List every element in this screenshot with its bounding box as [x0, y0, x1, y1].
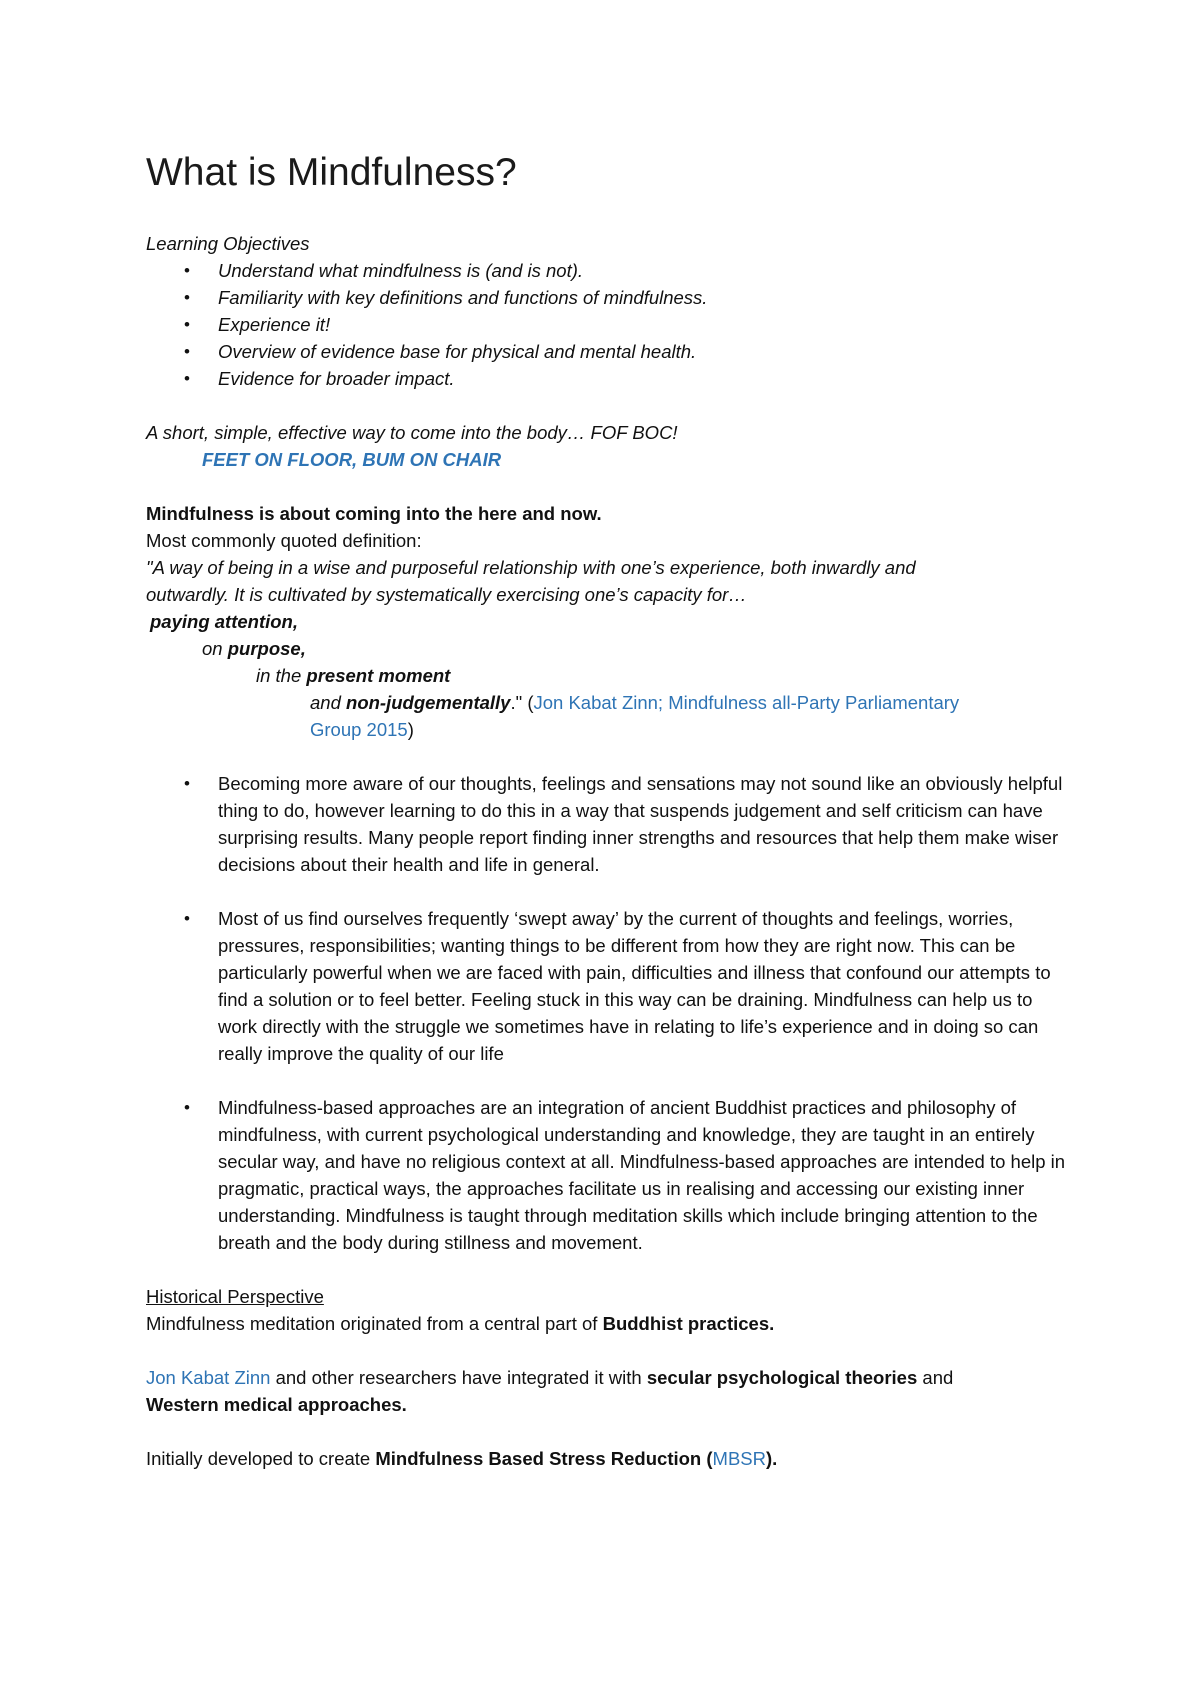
definition-quote-line: "A way of being in a wise and purposeful relationship with one’s experience, both inwardly and: [146, 557, 916, 578]
history-text: Mindfulness meditation originated from a central part of: [146, 1313, 603, 1334]
history-paragraph: [146, 1310, 1066, 1337]
description-text: Most of us find ourselves frequently ‘swept away’ by the current of thoughts and feelings, worries, pressures, responsibilities; wanting things to be different from how they are right now. This can be particularly powerful when we are faced with pain, difficulties and illness that confound our attempts to find a solution or to feel better. Feeling stuck in this way can be draining. Mindfulness can help us to work directly with the struggle we sometimes have in relating to life’s experience and in doing so can really improve the quality of our life: [218, 908, 1051, 1064]
quote-text: ): [407, 719, 414, 740]
history-heading: Historical Perspective: [146, 1286, 324, 1307]
author-link[interactable]: Jon Kabat Zinn: [146, 1367, 271, 1388]
fof-emphasis: FEET ON FLOOR, BUM ON CHAIR: [202, 449, 502, 470]
quote-citation-end: [146, 716, 1066, 743]
quote-text: on: [202, 638, 228, 659]
bullet-icon: •: [184, 315, 190, 334]
quote-text: and: [310, 692, 347, 713]
bullet-icon: •: [184, 369, 190, 388]
objective-text: Overview of evidence base for physical and mental health.: [218, 341, 697, 362]
objective-item: [146, 284, 1066, 311]
definition-label: Most commonly quoted definition:: [146, 530, 422, 551]
quote-paying-attention: paying attention,: [150, 611, 298, 632]
bullet-icon: •: [184, 774, 190, 793]
history-bold-text: secular psychological theories: [646, 1367, 918, 1388]
description-list: [146, 770, 1066, 1256]
objectives-list: [146, 257, 1066, 392]
history-bold-text: ).: [765, 1448, 778, 1469]
history-bold-text: Western medical approaches.: [146, 1394, 407, 1415]
bullet-icon: •: [184, 909, 190, 928]
history-text: and: [917, 1367, 954, 1388]
mbsr-link[interactable]: MBSR: [712, 1448, 766, 1469]
citation-link[interactable]: Group 2015: [310, 719, 408, 740]
objective-text: Evidence for broader impact.: [218, 368, 455, 389]
page-title: What is Mindfulness?: [146, 151, 517, 194]
objective-item: [146, 338, 1066, 365]
history-paragraph: [146, 1445, 1066, 1472]
bullet-icon: •: [184, 342, 190, 361]
history-text: and other researchers have integrated it with: [270, 1367, 647, 1388]
quote-non-judgementally: [146, 689, 1066, 716]
quote-bold-text: present moment: [306, 665, 451, 686]
description-item: [146, 770, 1066, 878]
quote-present-moment: [146, 662, 1066, 689]
quote-on-purpose: [146, 635, 1066, 662]
bullet-icon: •: [184, 1098, 190, 1117]
definition-quote-line: outwardly. It is cultivated by systematically exercising one’s capacity for…: [146, 584, 747, 605]
description-item: [146, 905, 1066, 1067]
quote-bold-text: non-judgementally: [346, 692, 511, 713]
quote-text: in the: [256, 665, 307, 686]
objectives-heading: Learning Objectives: [146, 233, 310, 254]
description-text: Becoming more aware of our thoughts, feelings and sensations may not sound like an obviously helpful thing to do, however learning to do this in a way that suspends judgement and self criticism can have surprising results. Many people report finding inner strengths and resources that help them make wiser decisions about their health and life in general.: [218, 773, 1063, 875]
document-page: [146, 150, 1066, 1472]
description-text: Mindfulness-based approaches are an integration of ancient Buddhist practices and philosophy of mindfulness, with current psychological understanding and knowledge, they are taught in an entirely secular way, and have no religious context at all. Mindfulness-based approaches are intended to help in pragmatic, practical ways, the approaches facilitate us in realising and accessing our existing inner understanding. Mindfulness is taught through meditation skills which include bringing attention to the breath and the body during stillness and movement.: [218, 1097, 1066, 1253]
history-text: Initially developed to create: [146, 1448, 376, 1469]
objective-item: [146, 365, 1066, 392]
history-paragraph: [146, 1364, 1066, 1418]
history-bold-text: Mindfulness Based Stress Reduction: [375, 1448, 702, 1469]
history-bold-text: Buddhist practices.: [602, 1313, 775, 1334]
quote-text: ." (: [510, 692, 534, 713]
objective-item: [146, 311, 1066, 338]
objective-text: Familiarity with key definitions and functions of mindfulness.: [218, 287, 708, 308]
bullet-icon: •: [184, 261, 190, 280]
description-item: [146, 1094, 1066, 1256]
objective-text: Experience it!: [218, 314, 331, 335]
objective-item: [146, 257, 1066, 284]
quote-bold-text: purpose,: [227, 638, 306, 659]
citation-link[interactable]: Jon Kabat Zinn; Mindfulness all-Party Parliamentary: [533, 692, 960, 713]
definition-heading: Mindfulness is about coming into the here and now.: [146, 503, 602, 524]
fof-intro: A short, simple, effective way to come into the body… FOF BOC!: [146, 422, 678, 443]
history-bold-text: (: [701, 1448, 713, 1469]
bullet-icon: •: [184, 288, 190, 307]
objective-text: Understand what mindfulness is (and is not).: [218, 260, 584, 281]
